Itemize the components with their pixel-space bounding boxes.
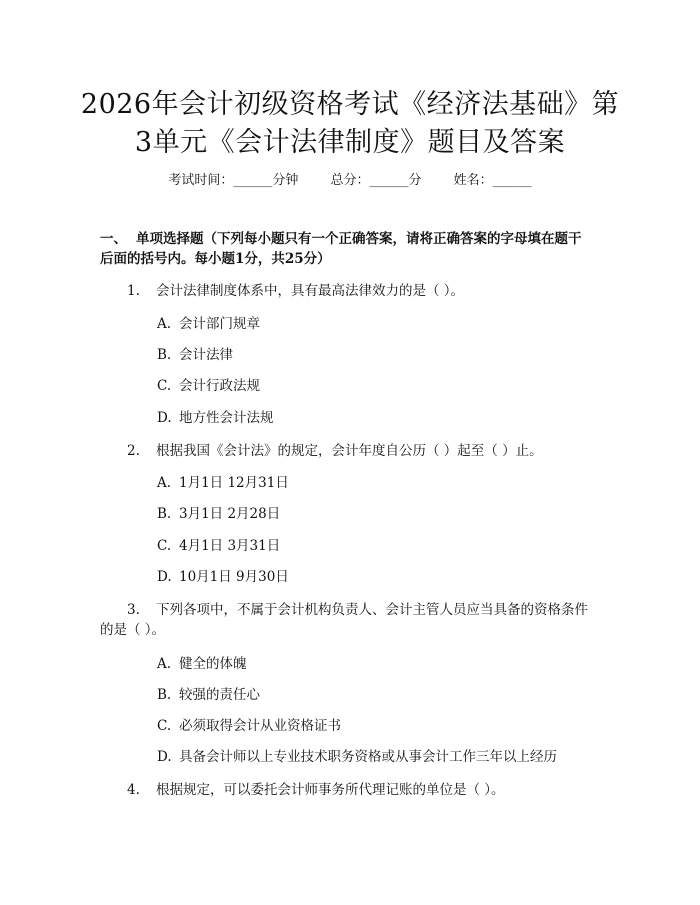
exam-info-line <box>0 169 700 188</box>
question-number: 3. <box>127 602 140 618</box>
question-1-option-d <box>157 408 274 428</box>
page-title-line-1: 2026年会计初级资格考试《经济法基础》第 <box>80 89 620 120</box>
section-heading <box>100 229 600 269</box>
option-text: 1月1日 12月31日 <box>179 475 289 491</box>
question-4 <box>100 780 610 800</box>
option-text: 较强的责任心 <box>179 687 260 703</box>
option-letter: A. <box>157 316 172 332</box>
question-2-option-b <box>157 504 280 524</box>
question-3 <box>100 600 610 640</box>
question-2-option-d <box>157 567 289 587</box>
exam-time-field: 考试时间：______分钟 <box>168 173 299 188</box>
option-letter: B. <box>157 506 172 522</box>
question-text-line-1: 下列各项中，不属于会计机构负责人、会计主管人员应当具备的资格条件 <box>156 602 588 618</box>
question-1-option-a <box>157 314 260 334</box>
question-number: 4. <box>127 782 140 798</box>
option-letter: C. <box>157 378 172 394</box>
option-letter: D. <box>157 569 172 585</box>
page-title-line-2: 3单元《会计法律制度》题目及答案 <box>134 127 566 158</box>
total-score-field: 总分：______分 <box>330 173 422 188</box>
section-text-line-2: 后面的括号内。每小题1分，共25分） <box>100 251 331 267</box>
question-1-option-b <box>157 345 233 365</box>
option-letter: B. <box>157 347 172 363</box>
question-text: 会计法律制度体系中，具有最高法律效力的是（ ）。 <box>156 283 465 299</box>
option-letter: A. <box>157 475 172 491</box>
name-field: 姓名：______ <box>453 173 532 188</box>
option-text: 10月1日 9月30日 <box>179 569 289 585</box>
option-text: 3月1日 2月28日 <box>179 506 281 522</box>
option-text: 会计法律 <box>179 347 233 363</box>
option-letter: D. <box>157 749 172 765</box>
option-letter: B. <box>157 687 172 703</box>
question-3-option-d <box>157 747 557 767</box>
option-text: 健全的体魄 <box>179 656 247 672</box>
question-2 <box>100 441 610 461</box>
question-text-line-2: 的是（ ）。 <box>100 622 166 638</box>
option-text: 4月1日 3月31日 <box>179 538 281 554</box>
question-2-option-c <box>157 536 280 556</box>
question-3-option-a <box>157 654 247 674</box>
question-2-option-a <box>157 473 289 493</box>
option-letter: C. <box>157 538 172 554</box>
option-letter: D. <box>157 410 172 426</box>
question-1-option-c <box>157 376 260 396</box>
section-text-line-1: 单项选择题（下列每小题只有一个正确答案，请将正确答案的字母填在题干 <box>136 231 582 247</box>
option-text: 会计行政法规 <box>179 378 260 394</box>
option-text: 必须取得会计从业资格证书 <box>179 718 341 734</box>
section-number: 一、 <box>100 231 127 247</box>
question-text: 根据规定，可以委托会计师事务所代理记账的单位是（ ）。 <box>156 782 505 798</box>
question-3-option-c <box>157 716 341 736</box>
option-text: 具备会计师以上专业技术职务资格或从事会计工作三年以上经历 <box>179 749 557 765</box>
question-text: 根据我国《会计法》的规定，会计年度自公历（ ）起至（ ）止。 <box>156 443 543 459</box>
option-letter: C. <box>157 718 172 734</box>
question-3-option-b <box>157 685 260 705</box>
question-1 <box>100 281 610 301</box>
option-text: 会计部门规章 <box>179 316 260 332</box>
option-letter: A. <box>157 656 172 672</box>
question-number: 2. <box>127 443 140 459</box>
option-text: 地方性会计法规 <box>179 410 274 426</box>
question-number: 1. <box>127 283 140 299</box>
